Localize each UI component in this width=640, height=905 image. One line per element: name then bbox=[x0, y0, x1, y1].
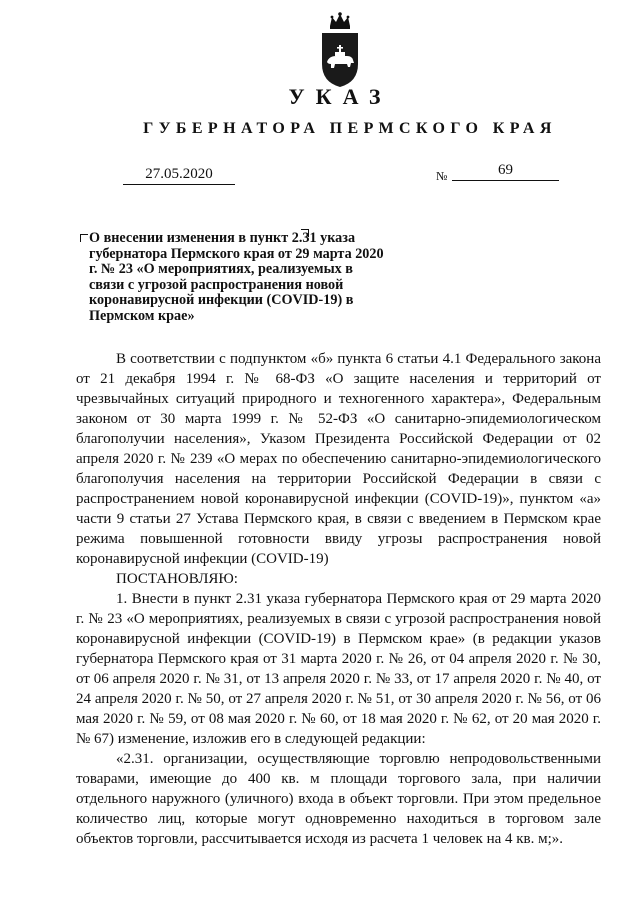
subject-corner-left bbox=[80, 234, 88, 242]
perm-krai-coat-of-arms-icon bbox=[318, 12, 362, 88]
quoted-amendment-paragraph: «2.31. организации, осуществляющие торговлю непродовольственными товарами, имеющие до 400 кв. м площади торгового зала, при наличии отдельного наружного (уличного) входа в объект торговли. При этом предельное количество лиц, которые могут одновременно находиться в торговом зале объектов торговли, рассчитывается исходя из расчета 1 человек на 4 кв. м;». bbox=[76, 751, 601, 847]
issuer-title: ГУБЕРНАТОРА ПЕРМСКОГО КРАЯ bbox=[143, 120, 557, 137]
preamble-paragraph: В соответствии с подпунктом «б» пункта 6 статьи 4.1 Федерального закона от 21 декабря 1994 г. № 68-ФЗ «О защите населения и территорий от чрезвычайных ситуаций природного и техногенного характера», Федеральным законом от 30 марта 1999 г. № 52-ФЗ «О санитарно-эпидемиологическом благополучии населения», Указом Президента Российской Федерации от 02 апреля 2020 г. № 239 «О мерах по обеспечению санитарно-эпидемиологического благополучия населения на территории Российской Федерации в связи с распространением новой коронавирусной инфекции (COVID-19)», пунктом «а» части 9 статьи 27 Устава Пермского края, в связи с введением в Пермском крае режима повышенной готовности ввиду угрозы распространения новой коронавирусной инфекции (COVID-19) bbox=[76, 351, 601, 567]
number-label: № bbox=[436, 169, 448, 183]
decree-body bbox=[76, 349, 601, 849]
decree-title: УКАЗ bbox=[288, 84, 392, 109]
item-1-paragraph: 1. Внести в пункт 2.31 указа губернатора Пермского края от 29 марта 2020 г. № 23 «О мероприятиях, реализуемых в связи с угрозой распространения новой коронавирусной инфекции (COVID-19) в Пермском крае» (в редакции указов губернатора Пермского края от 31 марта 2020 г. № 26, от 04 апреля 2020 г. № 30, от 06 апреля 2020 г. № 31, от 13 апреля 2020 г. № 33, от 17 апреля 2020 г. № 40, от 24 апреля 2020 г. № 50, от 27 апреля 2020 г. № 51, от 30 апреля 2020 г. № 56, от 06 мая 2020 г. № 59, от 08 мая 2020 г. № 60, от 18 мая 2020 г. № 62, от 20 мая 2020 г. № 67) изменение, изложив его в следующей редакции: bbox=[76, 591, 601, 747]
decree-subject: О внесении изменения в пункт 2.31 указа губернатора Пермского края от 29 марта 2020 г. № 23 «О мероприятиях, реализуемых в связи с угрозой распространения новой коронавирусной инфекции (COVID-19) в Пермском крае» bbox=[89, 230, 384, 324]
decree-date: 27.05.2020 bbox=[123, 165, 235, 185]
decree-number: 69 bbox=[452, 161, 559, 181]
order-word: ПОСТАНОВЛЯЮ: bbox=[116, 571, 238, 587]
